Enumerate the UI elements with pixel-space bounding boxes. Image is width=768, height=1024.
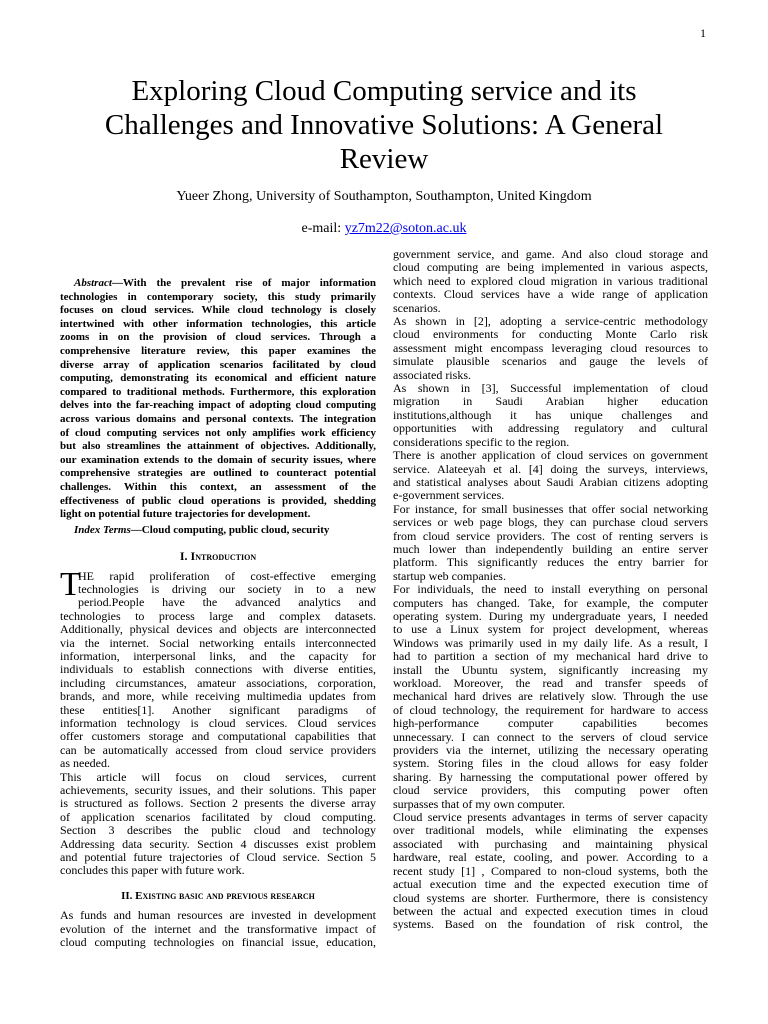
- right-paragraph-line: to use a Linux system for project development, whereas: [393, 622, 708, 637]
- right-paragraph-line: from cloud service providers. The cost of renting servers is: [393, 528, 708, 543]
- right-column: [393, 248, 708, 932]
- abstract-line: light on potential future trajectories for development.: [60, 508, 311, 521]
- intro-line: This article will focus on cloud services, current: [60, 769, 376, 784]
- abstract-line: intertwined with other information technologies, this article: [60, 317, 376, 330]
- right-paragraph-line: sharing. By harnessing the computational power offered by: [393, 769, 708, 784]
- abstract-line: focuses on cloud services. While cloud technology is closely: [60, 304, 376, 317]
- page-number: 1: [700, 26, 706, 40]
- intro-line: as needed.: [60, 756, 110, 771]
- right-paragraph-line: For individuals, the need to install everything on personal: [393, 582, 708, 597]
- right-paragraph-line: scenarios.: [393, 300, 441, 315]
- abstract-line: of cloud computing services not only amplifies work efficiency: [60, 426, 376, 439]
- email-line: [0, 221, 768, 237]
- section-number: II.: [121, 889, 133, 902]
- intro-paragraph: [60, 565, 376, 771]
- intro-line: these entities[1]. Another significant paradigms of: [60, 702, 376, 717]
- intro-line: offer customers storage and computational capabilities that: [60, 729, 376, 744]
- right-paragraph: [393, 503, 708, 583]
- right-paragraph-line: associated with purchasing and maintaining physical: [393, 836, 708, 851]
- right-paragraph-line: cloud computing are being implemented in various aspects,: [393, 260, 708, 275]
- intro-line: individuals to establish connections with diverse entities,: [60, 662, 376, 677]
- section2-paragraph: [60, 909, 376, 949]
- title-line: Review: [339, 143, 429, 175]
- right-paragraph: [393, 583, 708, 811]
- right-paragraph-line: providers via the internet, utilizing the necessary operating: [393, 743, 708, 758]
- abstract-line: challenges. Within this context, an assessment of the: [60, 480, 376, 493]
- abstract-line: our examination extends to the domain of security issues, where: [60, 453, 376, 466]
- right-paragraph-line: actual execution time and the expected execution time of: [393, 877, 708, 892]
- right-paragraph-line: institutions,although it has unique challenges and: [393, 407, 708, 422]
- intro-line: Section 3 describes the public cloud and technology: [60, 823, 376, 838]
- right-paragraph-line: much lower than independently building an entire server: [393, 541, 708, 556]
- intro-line: of application scenarios facilitated by cloud computing.: [60, 809, 376, 824]
- right-paragraph-line: had to partition a section of my mechanical hard drive to: [393, 649, 708, 664]
- right-paragraph-line: There is another application of cloud services on government: [393, 448, 708, 463]
- right-paragraph-line: surpasses that of my own computer.: [393, 796, 565, 811]
- right-paragraph-line: As shown in [3], Successful implementation of cloud: [393, 381, 708, 396]
- right-paragraph-line: Windows was primarily used in my daily life. As a result, I: [393, 635, 708, 650]
- intro-line: and potential future trajectories of Cloud service. Section 5: [60, 850, 376, 865]
- right-paragraph-line: e-government services.: [393, 488, 505, 503]
- intro-line: concludes this paper with future work.: [60, 863, 245, 878]
- drop-cap: T: [60, 565, 81, 603]
- intro-line: HE rapid proliferation of cost-effective emerging: [78, 568, 376, 583]
- right-paragraph-line: systems. Based on the foundation of risk control, the: [393, 917, 708, 932]
- abstract-line: compared to traditional methods. Furthermore, this exploration: [60, 385, 376, 398]
- section-number: I.: [179, 549, 188, 564]
- section-title: Introduction: [190, 549, 257, 564]
- right-paragraph-line: unnecessary. I can connect to the servers of cloud service: [393, 729, 708, 744]
- section-heading-existing-research: [60, 890, 376, 903]
- right-paragraph-line: workload. Moreover, the read and transfer speeds of: [393, 676, 708, 690]
- section-title: Existing basic and previous research: [135, 889, 315, 902]
- right-paragraph-line: install the Ubuntu system, significantly increasing my: [393, 662, 708, 677]
- right-paragraph: [393, 449, 708, 503]
- left-column: [60, 277, 376, 949]
- index-terms: [60, 524, 376, 537]
- right-paragraph-line: opportunities with addressing regulatory and cultural: [393, 421, 708, 436]
- index-terms-lead: Index Terms: [74, 523, 131, 536]
- abstract-line: delves into the far-reaching impact of adopting cloud computing: [60, 399, 376, 412]
- intro-line: can be automatically accessed from cloud service providers: [60, 742, 376, 757]
- right-paragraph-line: cloud service providers, this computing power often: [393, 783, 708, 798]
- section2-line: As funds and human resources are invested in development: [60, 908, 376, 923]
- section2-line: cloud computing technologies on financial issue, education,: [60, 935, 376, 950]
- abstract: [60, 277, 376, 522]
- right-paragraph: [393, 382, 708, 449]
- intro-line: via the internet. Social networking entails interconnected: [60, 635, 376, 650]
- intro-line: information technology is cloud services. Cloud services: [60, 715, 376, 730]
- intro-paragraph-2: [60, 771, 376, 878]
- right-paragraph-line: service. Alateeyah et al. [4] doing the surveys, interviews,: [393, 461, 708, 476]
- right-column-paragraphs: [393, 248, 708, 932]
- author-affiliation: Yueer Zhong, University of Southampton, Southampton, United Kingdom: [176, 189, 592, 204]
- right-paragraph-line: simulate plausible scenarios and gauge the levels of: [393, 354, 708, 369]
- right-paragraph-line: cloud systems are shorter. Furthermore, there is consistency: [393, 890, 708, 905]
- right-paragraph-line: between the actual and expected execution times in cloud: [393, 903, 708, 918]
- abstract-line: across various domains and personal contexts. The integration: [60, 412, 376, 425]
- right-paragraph-line: platform. This significantly reduces the entry barrier for: [393, 555, 708, 570]
- abstract-line: effectiveness of public cloud operations is provided, shedding: [60, 494, 376, 507]
- abstract-line: technologies in contemporary society, this study primarily: [60, 290, 376, 303]
- right-paragraph: [393, 315, 708, 382]
- abstract-lead: Abstract: [74, 277, 112, 289]
- right-paragraph-line: services or web page blogs, they can purchase cloud servers: [393, 515, 708, 530]
- right-paragraph-line: high-performance computer capabilities becomes: [393, 716, 708, 731]
- right-paragraph-line: cloud environments for conducting Monte Carlo risk: [393, 327, 708, 342]
- intro-line: technologies to process large and complex datasets.: [60, 608, 376, 623]
- right-paragraph-line: As shown in [2], adopting a service-centric methodology: [393, 314, 708, 329]
- right-paragraph-line: operating system. During my undergraduate years, I needed: [393, 608, 708, 623]
- abstract-line: diverse array of application scenarios facilitated by cloud: [60, 358, 376, 371]
- title-line: Exploring Cloud Computing service and its: [131, 75, 637, 107]
- abstract-line: —With the prevalent rise of major information: [111, 277, 376, 289]
- right-paragraph-line: of cloud technology, the requirement for hardware to access: [393, 702, 708, 717]
- right-paragraph-line: mechanical hard drives are relatively slow. Through the use: [393, 689, 708, 704]
- right-paragraph-line: hardware, real estate, cooling, and power. According to a: [393, 850, 708, 865]
- index-terms-text: —Cloud computing, public cloud, security: [130, 523, 330, 536]
- section2-line: evolution of the internet and the transformative impact of: [60, 921, 376, 936]
- right-paragraph-line: considerations specific to the region.: [393, 434, 570, 449]
- right-paragraph-line: computers has changed. Take, for example, the computer: [393, 595, 708, 610]
- email-link[interactable]: yz7m22@soton.ac.uk: [344, 221, 467, 236]
- abstract-line: but also streamlines the attainment of objectives. Additionally,: [60, 440, 376, 453]
- abstract-line: zooms in on the provision of cloud services. Through a: [60, 331, 376, 344]
- right-paragraph-line: associated risks.: [393, 367, 471, 382]
- right-paragraph: [393, 811, 708, 932]
- abstract-line: computing, demonstrating its economical and efficient nature: [60, 372, 376, 385]
- right-paragraph-line: which need to explored cloud migration in various traditional: [393, 273, 708, 288]
- section-heading-introduction: [60, 550, 376, 563]
- right-paragraph-line: over traditional models, while eliminating the expenses: [393, 823, 708, 838]
- right-paragraph-line: and statistical analyses about Saudi Arabian citizens adopting: [393, 474, 708, 489]
- right-paragraph-line: startup web companies.: [393, 568, 506, 583]
- right-paragraph: [393, 248, 708, 315]
- right-paragraph-line: system. Storing files in the cloud allows for easy folder: [393, 756, 708, 771]
- right-paragraph-line: migration in Saudi Arabian higher education: [393, 394, 708, 409]
- intro-line: information, interpersonal links, and the capacity for: [60, 648, 376, 663]
- right-paragraph-line: recent study [1] , Compared to non-cloud systems, both the: [393, 863, 708, 878]
- intro-line: technologies is driving our society in to a new: [78, 581, 376, 596]
- intro-line: achievements, security issues, and their solutions. This paper: [60, 783, 376, 797]
- intro-line: Addressing data security. Section 4 discusses exist problem: [60, 836, 376, 851]
- right-paragraph-line: Cloud service presents advantages in terms of server capacity: [393, 810, 708, 825]
- intro-line: period.People have the advanced analytics and: [78, 595, 376, 610]
- right-paragraph-line: contexts. Cloud services have a wide range of application: [393, 287, 708, 302]
- paper-title: [40, 74, 728, 176]
- email-label: e-mail:: [301, 221, 345, 236]
- intro-line: Additionally, physical devices and objects are interconnected: [60, 622, 376, 637]
- abstract-line: comprehensive literature review, this paper examines the: [60, 344, 376, 357]
- right-paragraph-line: assessment might encompass leveraging cloud resources to: [393, 340, 708, 355]
- right-paragraph-line: government service, and game. And also cloud storage and: [393, 247, 708, 261]
- title-line: Challenges and Innovative Solutions: A General: [104, 109, 664, 141]
- intro-line: including circumstances, amateur associations, corporation,: [60, 675, 376, 690]
- right-paragraph-line: For instance, for small businesses that offer social networking: [393, 501, 708, 516]
- intro-line: is structured as follows. Section 2 presents the diverse array: [60, 796, 376, 811]
- abstract-line: comprehensive strategies are outlined to counteract potential: [60, 467, 376, 480]
- intro-line: brands, and more, while receiving multimedia updates from: [60, 689, 376, 704]
